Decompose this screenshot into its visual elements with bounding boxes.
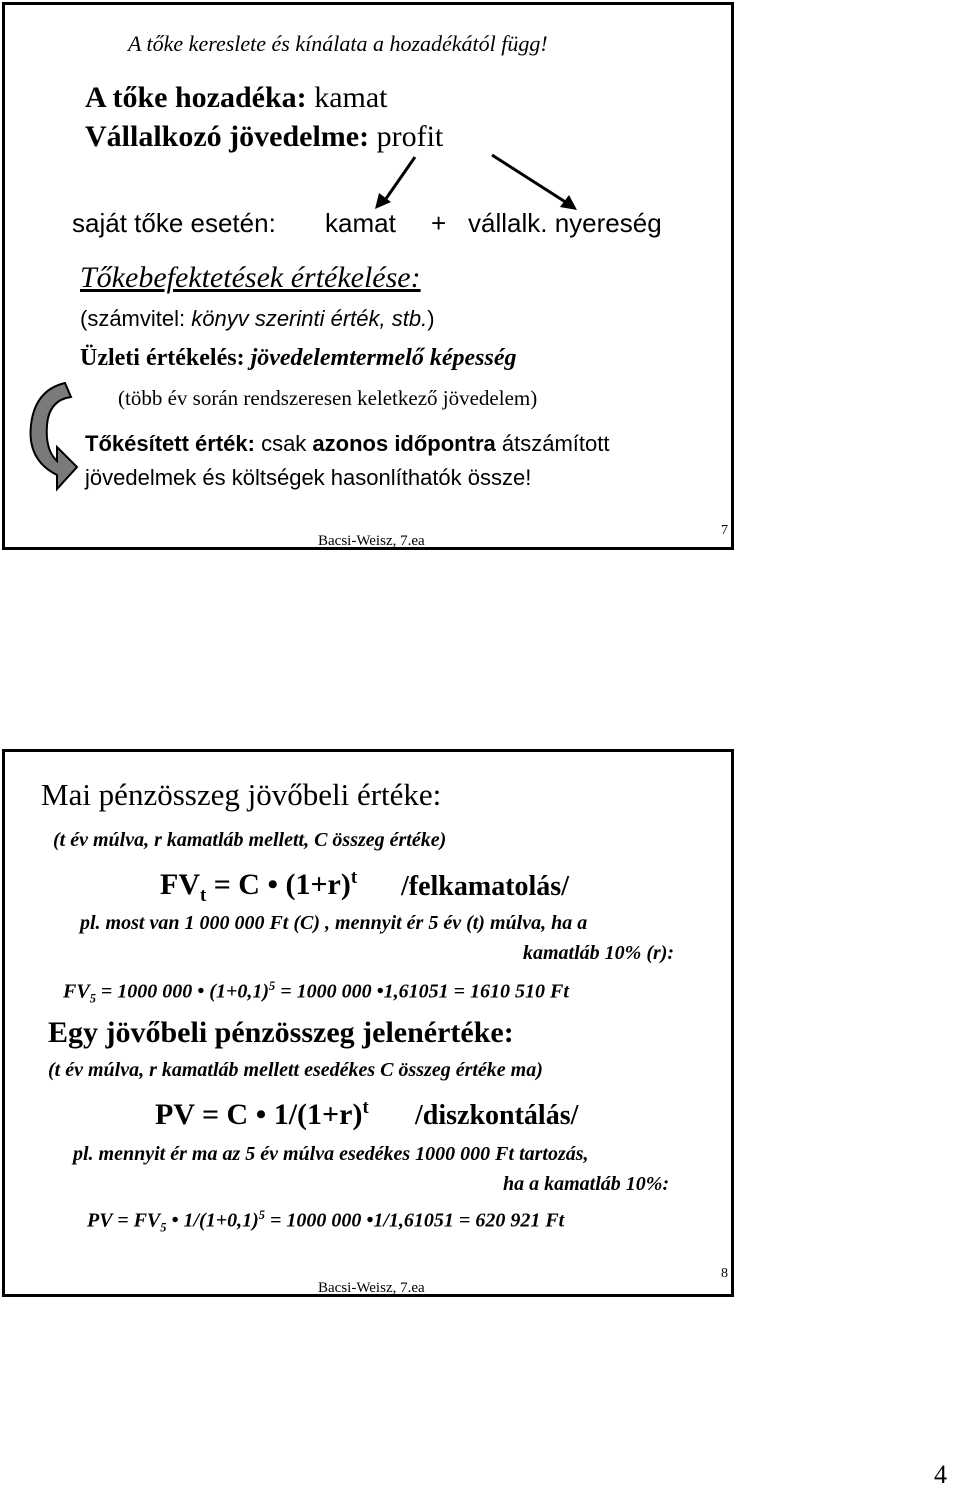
example2-line2: ha a kamatláb 10%: (503, 1173, 670, 1195)
entrepreneur-income-value: profit (369, 120, 444, 153)
discounted-value-line-2: jövedelmek és költségek hasonlíthatók össze! (85, 465, 532, 490)
future-value-note: (t év múlva, r kamatláb mellett, C összeg értéke) (53, 829, 447, 851)
business-valuation-value: jövedelemtermelő képesség (244, 345, 517, 371)
accounting-label: (számvitel: (80, 306, 186, 331)
own-capital-kamat: kamat (325, 208, 396, 238)
compounding-label: /felkamatolás/ (401, 871, 569, 902)
accounting-value: könyv szerinti érték, stb. (185, 306, 428, 331)
present-value-formula (155, 1097, 369, 1132)
discounted-bold: azonos időpontra (312, 431, 496, 456)
slide8-number: 8 (721, 1266, 728, 1281)
arrow-to-profit (492, 155, 567, 203)
curved-arrow-icon (31, 383, 77, 489)
fv-sup: t (350, 867, 358, 888)
own-capital-plus: + (431, 208, 447, 238)
example1-line2: kamatláb 10% (r): (523, 942, 675, 964)
future-value-heading: Mai pénzösszeg jövőbeli értéke: (41, 777, 442, 812)
calc1-a: = 1000 000 • (1+0,1) (95, 980, 270, 1003)
page-number: 4 (934, 1460, 947, 1489)
example1-line1: pl. most van 1 000 000 Ft (C) , mennyit ér 5 év (t) múlva, ha a (80, 912, 588, 934)
accounting-line (80, 306, 435, 332)
calc1-sub: 5 (89, 991, 96, 1006)
slide-8 (2, 749, 734, 1297)
calc1-b: = 1000 000 •1,61051 = 1610 510 Ft (275, 980, 569, 1003)
investment-valuation-heading: Tőkebefektetések értékelése: (80, 261, 421, 294)
calc2-a: PV = FV (87, 1209, 161, 1232)
example2-line1: pl. mennyit ér ma az 5 év múlva esedékes 1000 000 Ft tartozás, (73, 1143, 589, 1165)
pv-sup: t (362, 1097, 369, 1118)
discounted-value-label: Tőkésített érték: (85, 431, 255, 456)
fv-lhs: FV (160, 868, 200, 901)
capital-yield-label: A tőke hozadéka: (85, 81, 307, 114)
own-capital-label: saját tőke esetén: (72, 208, 276, 238)
calc2-sub: 5 (160, 1220, 167, 1235)
present-value-note: (t év múlva, r kamatláb mellett esedékes C összeg értéke ma) (48, 1059, 543, 1081)
accounting-close: ) (427, 306, 435, 331)
calc1-lhs: FV (63, 980, 90, 1003)
calc2-b: • 1/(1+0,1) (166, 1209, 259, 1232)
calc2-c: = 1000 000 •1/1,61051 = 620 921 Ft (264, 1209, 565, 1232)
fv-mid: = C • (1+r) (206, 868, 351, 901)
arrow-to-kamat (383, 157, 415, 203)
slide7-number: 7 (721, 523, 728, 538)
pv-main: PV = C • 1/(1+r) (155, 1098, 363, 1131)
discounted-text-2: átszámított (495, 431, 610, 456)
future-value-formula (160, 867, 357, 907)
slide8-footer: Bacsi-Weisz, 7.ea (318, 1280, 425, 1296)
discounting-label: /diszkontálás/ (415, 1100, 579, 1131)
slide-7 (2, 2, 734, 550)
present-value-heading: Egy jövőbeli pénzösszeg jelenértéke: (48, 1016, 514, 1049)
business-valuation-line (80, 345, 516, 372)
entrepreneur-income-label: Vállalkozó jövedelme: (85, 120, 370, 153)
fv-sub: t (200, 885, 207, 906)
discounted-value-line (85, 431, 609, 457)
business-valuation-note: (több év során rendszeresen keletkező jövedelem) (118, 386, 538, 410)
capital-yield-value: kamat (306, 81, 388, 114)
calc1-sup: 5 (269, 979, 276, 993)
discounted-text-1: csak (254, 431, 313, 456)
calc2-sup: 5 (258, 1208, 265, 1222)
slide7-footer: Bacsi-Weisz, 7.ea (318, 533, 425, 549)
business-valuation-label: Üzleti értékelés: (80, 345, 245, 371)
own-capital-profit: vállalk. nyereség (468, 208, 662, 238)
slide7-title-line: A tőke kereslete és kínálata a hozadékától függ! (128, 31, 548, 56)
calc1-line (63, 979, 569, 1007)
calc2-line (87, 1208, 564, 1236)
